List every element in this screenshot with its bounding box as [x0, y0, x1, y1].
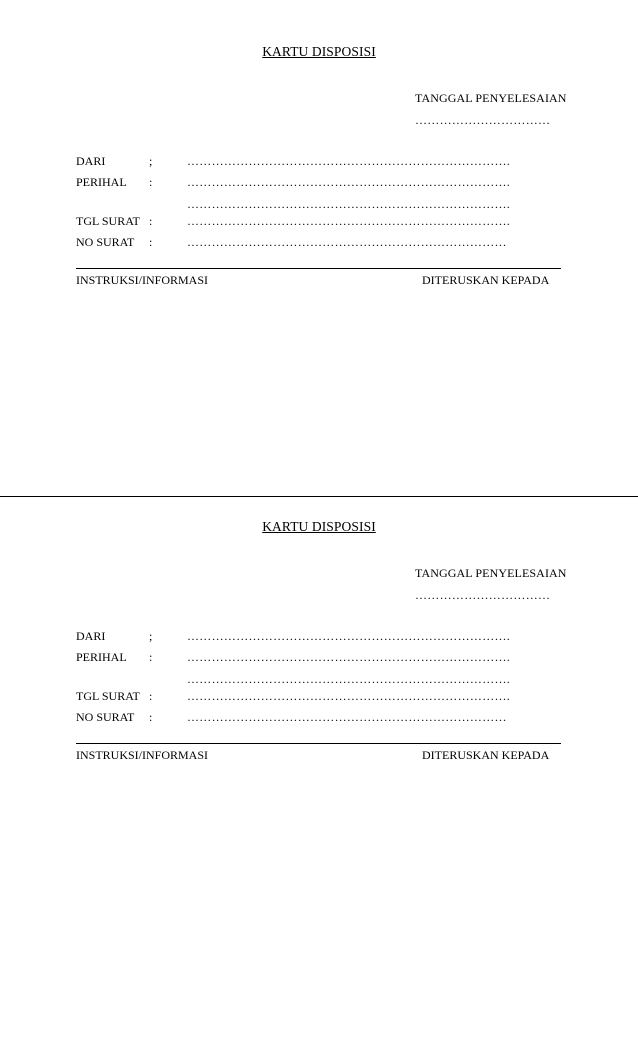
field-label: DARI [76, 154, 106, 168]
field-separator: : [149, 689, 153, 703]
field-blank: ……………………………………………………………………. [187, 689, 511, 703]
field-separator: ; [149, 629, 153, 643]
field-separator: : [149, 175, 153, 189]
field-separator: : [149, 214, 153, 228]
section-divider [76, 743, 561, 744]
field-label: DARI [76, 629, 106, 643]
field-label: TGL SURAT [76, 214, 140, 228]
disposition-card-2 [0, 475, 638, 955]
card-title: KARTU DISPOSISI [262, 44, 376, 59]
field-blank: ……………………………………………………………………. [187, 672, 511, 686]
field-label: NO SURAT [76, 710, 135, 724]
disposition-card-1 [0, 0, 638, 480]
field-blank: ……………………………………………………………………. [187, 154, 511, 168]
field-label: TGL SURAT [76, 689, 140, 703]
completion-date-field: …………………………… [415, 588, 551, 602]
completion-date-label: TANGGAL PENYELESAIAN [415, 566, 567, 580]
field-blank: ……………………………………………………………………. [187, 197, 511, 211]
instruction-label: INSTRUKSI/INFORMASI [76, 273, 209, 287]
field-label: PERIHAL [76, 175, 127, 189]
field-blank: ……………………………………………………………………. [187, 629, 511, 643]
card-title: KARTU DISPOSISI [262, 519, 376, 534]
field-blank: …………………………………………………………………… [187, 235, 507, 249]
field-blank: ……………………………………………………………………. [187, 214, 511, 228]
completion-date-field: …………………………… [415, 113, 551, 127]
field-separator: : [149, 235, 153, 249]
field-separator: : [149, 650, 153, 664]
field-blank: …………………………………………………………………… [187, 710, 507, 724]
instruction-label: INSTRUKSI/INFORMASI [76, 748, 209, 762]
field-label: NO SURAT [76, 235, 135, 249]
field-separator: : [149, 710, 153, 724]
forwarded-to-label: DITERUSKAN KEPADA [422, 748, 550, 762]
field-separator: ; [149, 154, 153, 168]
field-blank: ……………………………………………………………………. [187, 175, 511, 189]
field-label: PERIHAL [76, 650, 127, 664]
completion-date-label: TANGGAL PENYELESAIAN [415, 91, 567, 105]
forwarded-to-label: DITERUSKAN KEPADA [422, 273, 550, 287]
field-blank: ……………………………………………………………………. [187, 650, 511, 664]
section-divider [76, 268, 561, 269]
